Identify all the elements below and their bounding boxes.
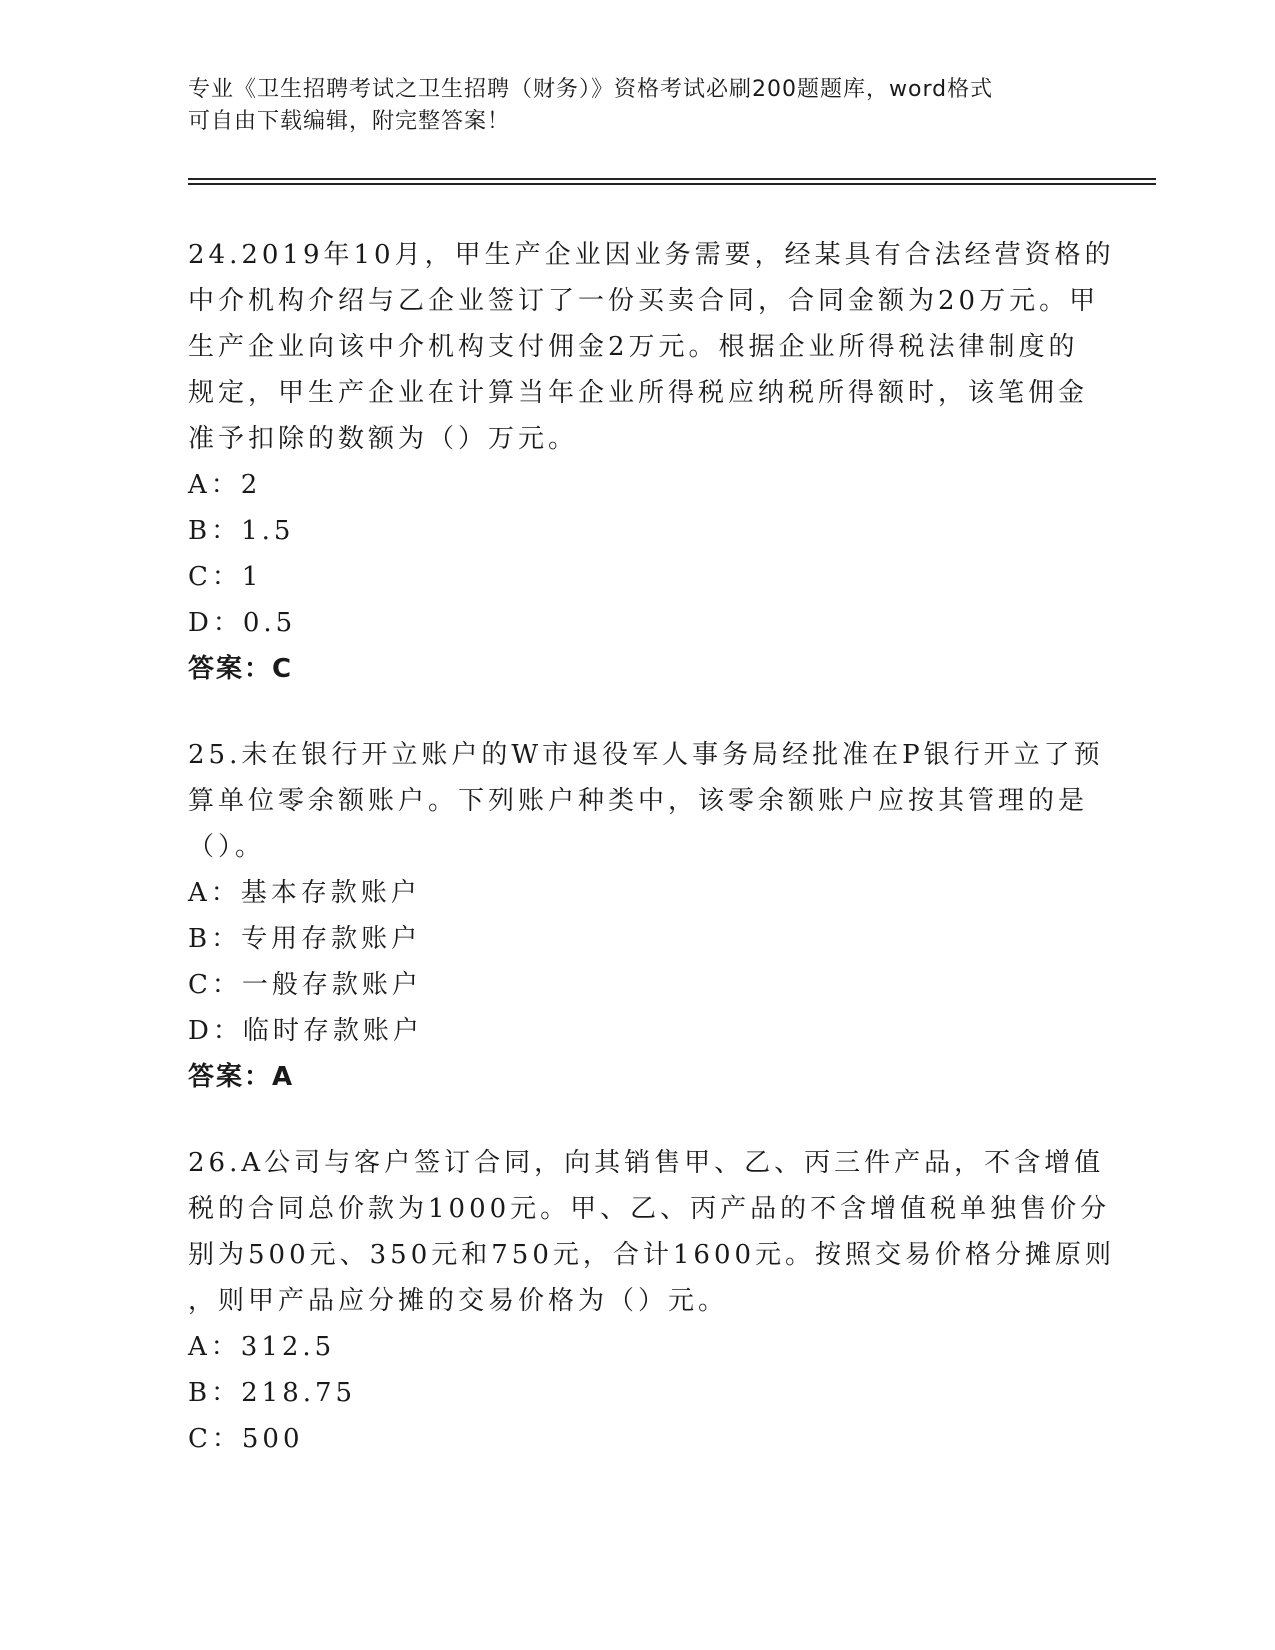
question-text-line: 规定，甲生产企业在计算当年企业所得税应纳税所得额时，该笔佣金 — [188, 378, 1089, 408]
question-text-line: 算单位零余额账户。下列账户种类中，该零余额账户应按其管理的是 — [188, 786, 1089, 816]
option-c: C：一般存款账户 — [188, 970, 422, 1000]
question-list — [188, 232, 1116, 1502]
question-text-line: 别为500元、350元和750元，合计1600元。按照交易价格分摊原则 — [188, 1240, 1116, 1270]
answer: 答案：C — [188, 654, 294, 684]
question-text-line: （）。 — [188, 832, 266, 862]
header-line: 专业《卫生招聘考试之卫生招聘（财务）》资格考试必刷200题题库，word格式 — [188, 77, 994, 102]
question-26 — [188, 1140, 1116, 1462]
question-text-line: ，则甲产品应分摊的交易价格为（）元。 — [188, 1286, 729, 1316]
header-line: 可自由下载编辑，附完整答案！ — [188, 109, 511, 134]
option-b: B：218.75 — [188, 1378, 357, 1408]
option-d: D：临时存款账户 — [188, 1016, 423, 1046]
document-header — [188, 74, 1068, 138]
header-divider-top — [188, 178, 1156, 180]
question-24 — [188, 232, 1115, 692]
question-text-line: 25.未在银行开立账户的W市退役军人事务局经批准在P银行开立了预 — [188, 740, 1104, 770]
option-a: A：312.5 — [188, 1332, 336, 1362]
option-b: B：1.5 — [188, 516, 295, 546]
option-c: C：1 — [188, 562, 263, 592]
option-c: C：500 — [188, 1424, 304, 1454]
answer: 答案：A — [188, 1062, 295, 1092]
question-text-line: 准予扣除的数额为（）万元。 — [188, 424, 579, 454]
question-25 — [188, 732, 1104, 1100]
question-text-line: 26.A公司与客户签订合同，向其销售甲、乙、丙三件产品，不含增值 — [188, 1148, 1105, 1178]
option-d: D：0.5 — [188, 608, 297, 638]
question-text-line: 中介机构介绍与乙企业签订了一份买卖合同，合同金额为20万元。甲 — [188, 286, 1100, 316]
option-b: B：专用存款账户 — [188, 924, 422, 954]
option-a: A：基本存款账户 — [188, 878, 421, 908]
option-a: A：2 — [188, 470, 262, 500]
question-text-line: 税的合同总价款为1000元。甲、乙、丙产品的不含增值税单独售价分 — [188, 1194, 1111, 1224]
header-divider-bottom — [188, 183, 1156, 185]
question-text-line: 生产企业向该中介机构支付佣金2万元。根据企业所得税法律制度的 — [188, 332, 1079, 362]
question-text-line: 24.2019年10月，甲生产企业因业务需要，经某具有合法经营资格的 — [188, 240, 1115, 270]
